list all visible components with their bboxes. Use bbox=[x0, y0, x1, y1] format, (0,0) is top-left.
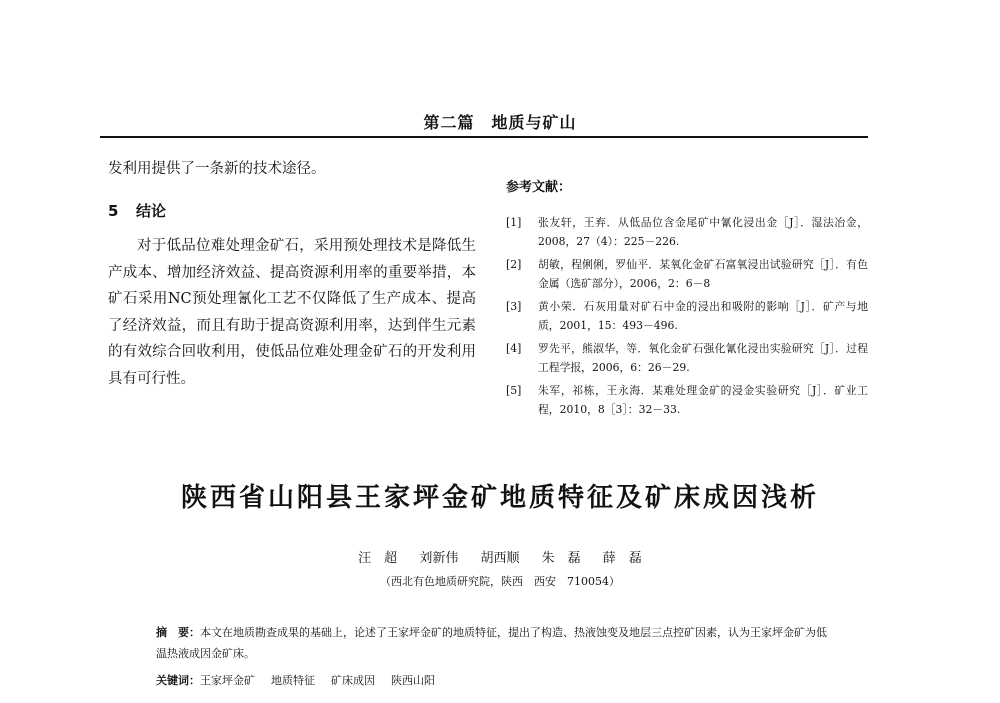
reference-item bbox=[506, 213, 868, 251]
references-column bbox=[506, 176, 868, 423]
reference-number: [5] bbox=[506, 384, 522, 397]
abstract-label: 摘 要： bbox=[156, 626, 200, 639]
conclusion-paragraph: 对于低品位难处理金矿石，采用预处理技术是降低生产成本、增加经济效益、提高资源利用率的重要举措，本矿石采用NC预处理氰化工艺不仅降低了生产成本、提高了经济效益，而且有助于提高资源利用率，达到伴生元素的有效综合回收利用，使低品位难处理金矿石的开发利用具有可行性。 bbox=[108, 238, 476, 387]
abstract-paragraph bbox=[156, 622, 836, 664]
references-title: 参考文献： bbox=[506, 180, 572, 195]
reference-item bbox=[506, 381, 868, 419]
conclusion-heading bbox=[108, 200, 476, 221]
keyword: 王家坪金矿 bbox=[200, 674, 255, 687]
reference-text: 胡敏，程俐俐，罗仙平．某氧化金矿石富氧浸出试验研究［J］．有色金属（选矿部分），2006，2：6－8 bbox=[538, 258, 868, 290]
keyword: 陕西山阳 bbox=[391, 674, 435, 687]
section-header: 第二篇 地质与矿山 bbox=[423, 113, 577, 132]
author-name: 汪 超 bbox=[358, 551, 398, 566]
article-title: 陕西省山阳县王家坪金矿地质特征及矿床成因浅析 bbox=[180, 483, 819, 513]
reference-text: 朱军，祁栋，王永海．某难处理金矿的浸金实验研究［J］．矿业工程，2010，8［3］：32－33. bbox=[538, 384, 868, 416]
keywords-line bbox=[156, 670, 836, 691]
abstract-text: 本文在地质勘查成果的基础上，论述了王家坪金矿的地质特征，提出了构造、热液蚀变及地层三点控矿因素，认为王家坪金矿为低温热液成因金矿床。 bbox=[156, 626, 827, 660]
author-list bbox=[0, 547, 1000, 566]
lead-text: 发利用提供了一条新的技术途径。 bbox=[108, 161, 326, 177]
left-column bbox=[108, 158, 476, 392]
reference-text: 罗先平，熊淑华，等．氧化金矿石强化氰化浸出实验研究［J］．过程工程学报，2006，6：26－29. bbox=[538, 342, 868, 374]
reference-number: [1] bbox=[506, 216, 522, 229]
affiliation: （西北有色地质研究院，陕西 西安 710054） bbox=[380, 575, 620, 588]
keyword: 地质特征 bbox=[271, 674, 315, 687]
reference-number: [3] bbox=[506, 300, 522, 313]
reference-number: [4] bbox=[506, 342, 522, 355]
reference-item bbox=[506, 255, 868, 293]
reference-number: [2] bbox=[506, 258, 522, 271]
author-name: 刘新伟 bbox=[419, 551, 459, 566]
section-number: 5 bbox=[108, 202, 119, 220]
reference-text: 张友轩，王弃．从低品位含金尾矿中氰化浸出金［J］．湿法冶金，2008，27（4）：225－226. bbox=[538, 216, 868, 248]
author-name: 薛 磊 bbox=[602, 551, 642, 566]
reference-item bbox=[506, 339, 868, 377]
section-title: 结论 bbox=[136, 202, 167, 220]
reference-text: 黄小荣．石灰用量对矿石中金的浸出和吸附的影响［J］．矿产与地质，2001，15：493－496. bbox=[538, 300, 868, 332]
keyword: 矿床成因 bbox=[331, 674, 375, 687]
keywords-label: 关键词： bbox=[156, 674, 200, 687]
header-rule bbox=[100, 136, 868, 138]
reference-item bbox=[506, 297, 868, 335]
abstract-block bbox=[156, 622, 836, 691]
author-name: 胡西顺 bbox=[480, 551, 520, 566]
author-name: 朱 磊 bbox=[541, 551, 581, 566]
